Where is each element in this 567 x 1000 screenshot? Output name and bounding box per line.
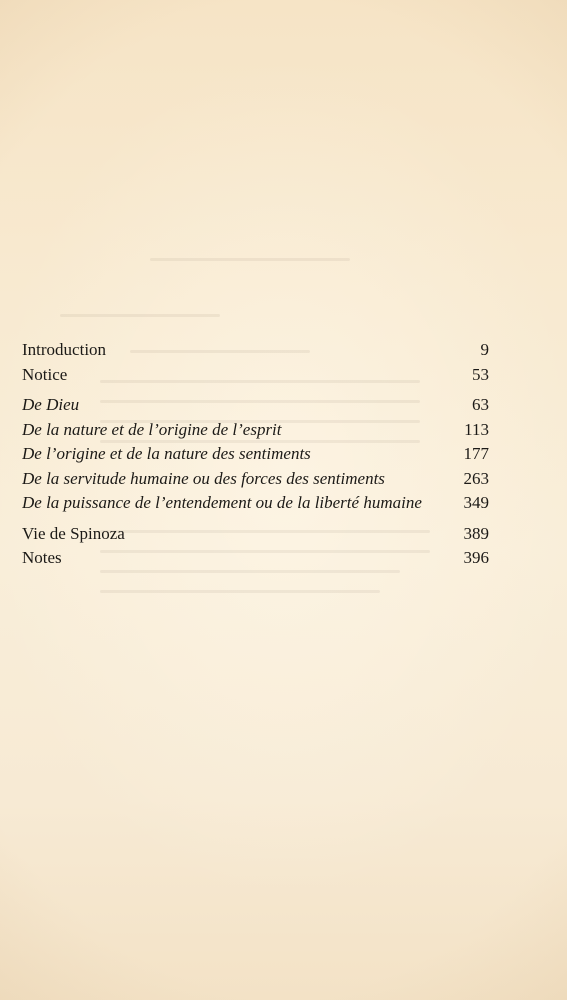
toc-entry [22,418,489,443]
toc-entry-page: 177 [463,444,489,463]
toc-entry-page: 389 [463,523,489,543]
toc-entry-page: 63 [472,395,489,414]
toc-entry-page: 53 [472,364,489,384]
toc-entry-page: 9 [480,340,489,359]
toc-entry-title: De la servitude humaine ou des forces des sentiments [22,468,385,488]
toc-entry [22,522,489,547]
toc-entry-page: 349 [463,493,489,512]
toc-entry-title: Vie de Spinoza [22,523,125,543]
toc-entry [22,491,489,516]
toc-entry-title: De Dieu [22,395,80,414]
toc-entry-title: Notes [22,548,62,567]
toc-entry-title: De l’origine et de la nature des sentiments [22,444,311,463]
toc-entry-title: De la nature et de l’origine de l’esprit [22,419,282,439]
toc-entry [22,363,489,388]
table-of-contents [22,338,489,577]
toc-entry-title: De la puissance de l’entendement ou de la liberté humaine [22,493,422,512]
ghost-line [150,258,350,261]
toc-entry-title: Notice [22,364,68,384]
toc-entry [22,393,489,418]
toc-entry [22,546,489,571]
toc-entry-title: Introduction [22,340,107,359]
toc-entry-page: 263 [463,468,489,488]
ghost-line [100,590,380,593]
ghost-line [60,314,220,317]
toc-entry-page: 113 [464,419,489,439]
toc-entry-page: 396 [463,548,489,567]
toc-group-parts [22,393,489,516]
toc-group-front-matter [22,338,489,387]
toc-entry [22,467,489,492]
toc-entry [22,442,489,467]
toc-entry [22,338,489,363]
toc-group-back-matter [22,522,489,571]
